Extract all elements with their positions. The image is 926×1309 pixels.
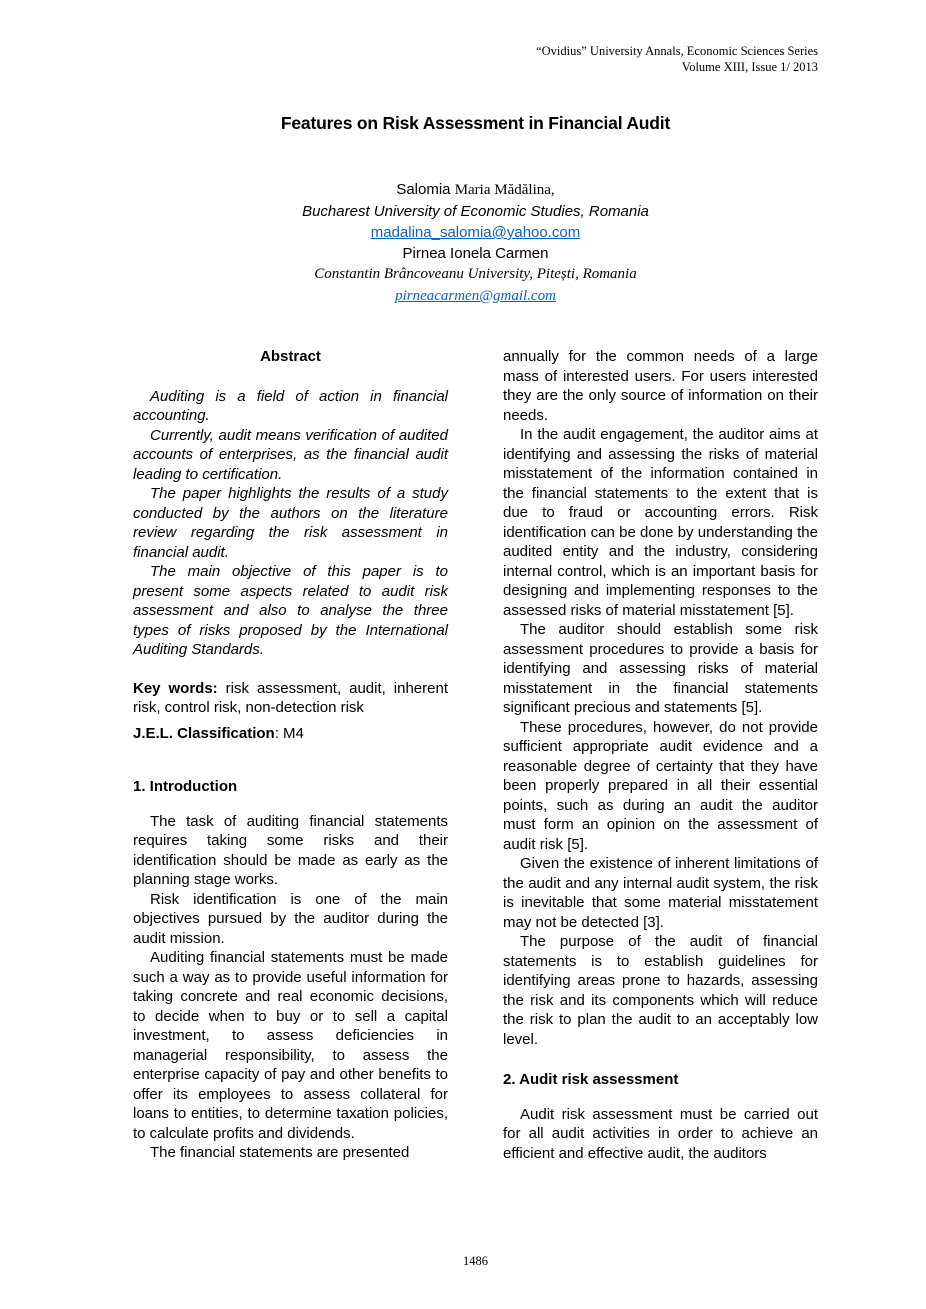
paragraph: The auditor should establish some risk assessment procedures to provide a basis for identifying and assessing risks of material misstatement in the financial statements significant precious and statements [5]. — [503, 621, 818, 716]
page-number: 1486 — [463, 1254, 488, 1268]
journal-volume: Volume XIII, Issue 1/ 2013 — [681, 59, 818, 74]
author1-name — [133, 179, 818, 201]
author2-email-line — [133, 285, 818, 307]
paragraph: The financial statements are presented — [150, 1144, 410, 1161]
abstract-paragraph: Auditing is a field of action in financial accounting. — [133, 387, 448, 424]
keywords-text: risk assessment, audit, inherent risk, control risk, non-detection risk — [133, 679, 448, 716]
journal-name: “Ovidius” University Annals, Economic Sciences Series — [536, 44, 818, 58]
left-column — [133, 347, 448, 1163]
keywords-line — [133, 679, 448, 718]
section-heading-audit-risk-assessment: 2. Audit risk assessment — [503, 1071, 679, 1088]
author2-affiliation: Constantin Brâncoveanu University, Pitești, Romania — [314, 266, 637, 282]
author1-name-part1: Salomia — [396, 181, 455, 198]
authors-block — [133, 179, 818, 307]
abstract-paragraph: The paper highlights the results of a study conducted by the authors on the literature review regarding the risk assessment in financial audit. — [133, 485, 448, 561]
author2-email-link[interactable]: pirneacarmen@gmail.com — [395, 288, 556, 304]
abstract-paragraph: Currently, audit means verification of audited accounts of enterprises, as the financial audit leading to certification. — [133, 426, 448, 483]
paragraph: These procedures, however, do not provide sufficient appropriate audit evidence and a reasonable degree of certainty that they have been properly prepared in all their essential points, such as during an audit the auditor must form an opinion on the assessment of audit risk [5]. — [503, 718, 818, 853]
paragraph: annually for the common needs of a large mass of interested users. For users interested they are the only source of information on their needs. — [503, 348, 818, 424]
abstract-paragraph: The main objective of this paper is to present some aspects related to audit risk assessment and also to analyse the three types of risks proposed by the International Auditing Standards. — [133, 563, 448, 658]
author1-affiliation: Bucharest University of Economic Studies, Romania — [302, 203, 649, 220]
journal-header — [536, 44, 818, 75]
paper-title: Features on Risk Assessment in Financial Audit — [280, 113, 671, 133]
abstract-heading: Abstract — [260, 348, 321, 365]
author2-name: Pirnea Ionela Carmen — [402, 245, 549, 262]
paragraph: Auditing financial statements must be made such a way as to provide useful information for taking concrete and real economic decisions, to decide when to buy or to sell a capital investment, to assess deficiencies in managerial responsibility, to assess the enterprise capacity of pay and other benefits to offer its employees to assess collateral for loans to entities, to determine taxation policies, to calculate profits and dividends. — [133, 949, 448, 1142]
paragraph: Risk identification is one of the main objectives pursued by the auditor during the audit mission. — [133, 890, 448, 947]
paragraph: Given the existence of inherent limitations of the audit and any internal audit system, the risk is inevitable that some material misstatement may not be detected [3]. — [503, 855, 818, 931]
author1-name-part2: Maria Mădălina, — [454, 182, 555, 198]
jel-line — [133, 724, 448, 744]
paragraph: The purpose of the audit of financial statements is to establish guidelines for identifying areas prone to hazards, assessing the risk and its components which will reduce the risk to plan the audit to an acceptably low level. — [503, 933, 818, 1048]
jel-label: J.E.L. Classification — [133, 724, 275, 742]
paragraph: Audit risk assessment must be carried out for all audit activities in order to achieve an efficient and effective audit, the auditors — [503, 1105, 818, 1162]
author1-email-link[interactable]: madalina_salomia@yahoo.com — [370, 224, 581, 241]
author1-email-line — [133, 222, 818, 243]
title-block — [133, 113, 818, 134]
section-heading-introduction: 1. Introduction — [133, 778, 238, 795]
paragraph: The task of auditing financial statements requires taking some risks and their identification should be made as early as the planning stage works. — [133, 812, 448, 888]
body-content — [133, 347, 818, 1163]
jel-value: : M4 — [274, 724, 304, 742]
keywords-label: Key words: — [133, 679, 218, 697]
right-column — [503, 347, 818, 1163]
paragraph: In the audit engagement, the auditor aims at identifying and assessing the risks of material misstatement of the information contained in the financial statements to the extent that is due to fraud or accounting errors. Risk identification can be done by understanding the audited entity and the industry, considering internal control, which is an important basis for designing and implementing responses to the assessed risks of material misstatement [5]. — [503, 426, 818, 619]
